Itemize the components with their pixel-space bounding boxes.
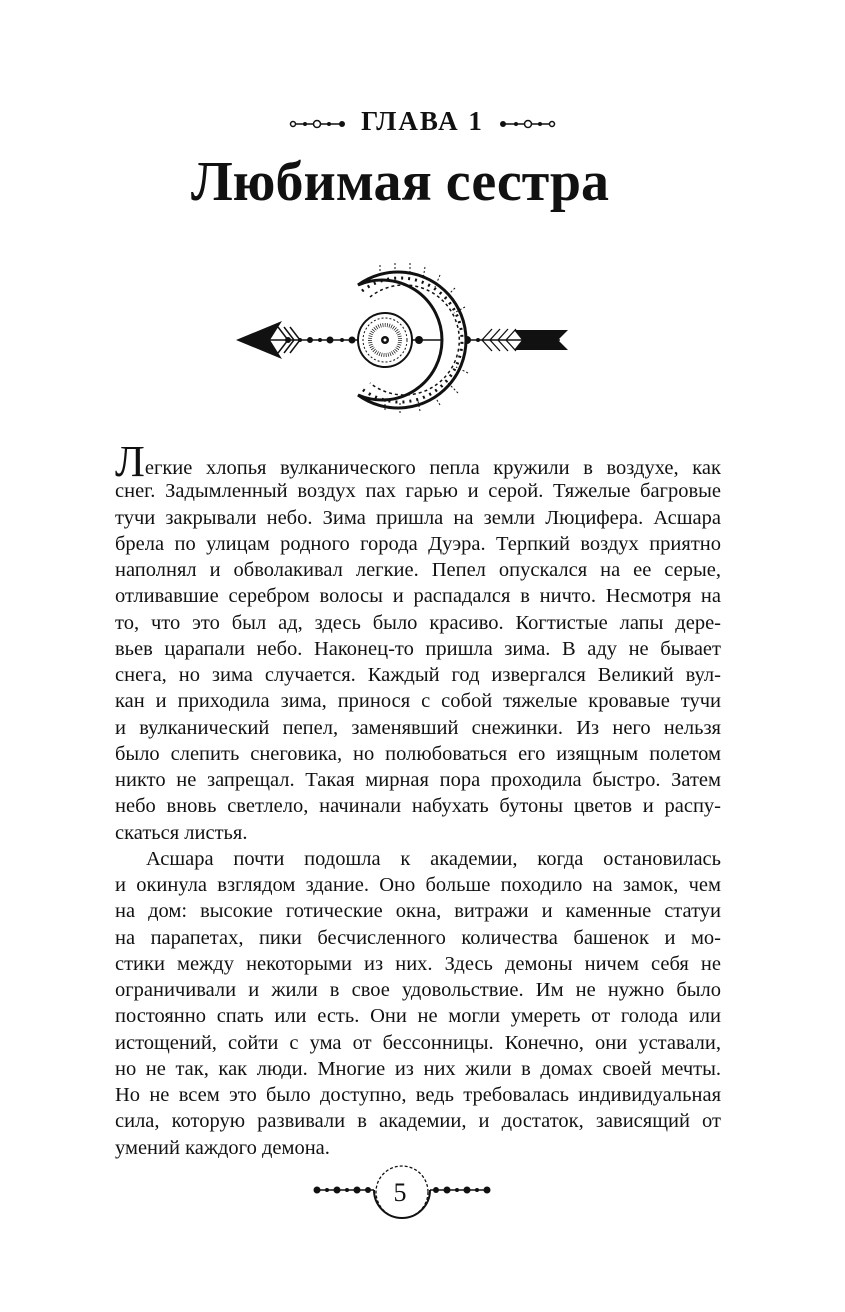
text-line: отливавшие серебром волосы и распадался в ничто. Несмотря на bbox=[115, 585, 721, 608]
chapter-label: ГЛАВА 1 bbox=[361, 106, 484, 136]
chapter-heading bbox=[0, 106, 845, 137]
text-line: и окинула взглядом здание. Оно больше походило на замок, чем bbox=[115, 874, 721, 896]
paragraph-2 bbox=[115, 846, 721, 1161]
body-text bbox=[115, 437, 721, 1161]
moon-arrow-emblem-icon bbox=[230, 255, 575, 415]
text-line: ограничивали и жили в свое удовольствие. Им не нужно было bbox=[115, 979, 721, 1001]
text-line: но не так, как люди. Многие из них жили в домах своей мечты. bbox=[115, 1057, 721, 1080]
text-line: было слепить снеговика, но полюбоваться его изящным полетом bbox=[115, 742, 721, 765]
text-line: истощений, сойти с ума от бессонницы. Конечно, они уставали, bbox=[115, 1031, 721, 1054]
text-line: на дом: высокие готические окна, витражи и каменные статуи bbox=[115, 900, 721, 923]
text-line: Легкие хлопья вулканического пепла кружили в воздухе, как bbox=[115, 437, 721, 486]
dot-ornament-right-icon bbox=[498, 118, 556, 130]
page-number: 5 bbox=[393, 1178, 407, 1207]
text-line: наполнял и обволакивал легкие. Пепел опускался на ее серые, bbox=[115, 559, 721, 581]
text-line: сила, которую развивали в академии, и достаток, зависящий от bbox=[115, 1110, 721, 1133]
text-line: Асшара почти подошла к академии, когда остановилась bbox=[146, 847, 721, 870]
text-line: умений каждого демона. bbox=[115, 1136, 330, 1159]
chapter-title: Любимая сестра bbox=[190, 151, 610, 213]
text-line: небо вновь светлело, начинали набухать бутоны цветов и распу- bbox=[115, 795, 721, 818]
text-line: никто не запрещал. Такая мирная пора проходила быстро. Затем bbox=[115, 769, 721, 791]
text-line: то, что это был ад, здесь было красиво. Когтистые лапы дере- bbox=[115, 611, 721, 634]
text-line: снег. Задымленный воздух пах гарью и серой. Тяжелые багровые bbox=[115, 480, 721, 503]
paragraph-1 bbox=[115, 437, 721, 846]
text-line: тучи закрывали небо. Зима пришла на земли Люцифера. Асшара bbox=[115, 506, 721, 529]
text-line: стики между некоторыми из них. Здесь демоны ничем себя не bbox=[115, 952, 721, 975]
text-line: на парапетах, пики бесчисленного количества башенок и мо- bbox=[115, 926, 721, 949]
text-line: вьев царапали небо. Наконец-то пришла зима. В аду не бывает bbox=[115, 637, 721, 660]
drop-cap: Л bbox=[115, 437, 145, 486]
text-line: брела по улицам родного города Дуэра. Терпкий воздух приятно bbox=[115, 532, 721, 555]
text-line: постоянно спать или есть. Они не могли умереть от голода или bbox=[115, 1005, 721, 1028]
text-line: и вулканический пепел, заменявший снежинки. Из него нельзя bbox=[115, 716, 721, 739]
dot-ornament-left-icon bbox=[289, 118, 347, 130]
text-line: Но не всем это было доступно, ведь требовалась индивидуальная bbox=[115, 1084, 721, 1106]
text-line: снега, но зима случается. Каждый год извергался Великий вул- bbox=[115, 664, 721, 686]
text-line: скаться листья. bbox=[115, 821, 248, 844]
text-line: кан и приходила зима, принося с собой тяжелые кровавые тучи bbox=[115, 690, 721, 713]
